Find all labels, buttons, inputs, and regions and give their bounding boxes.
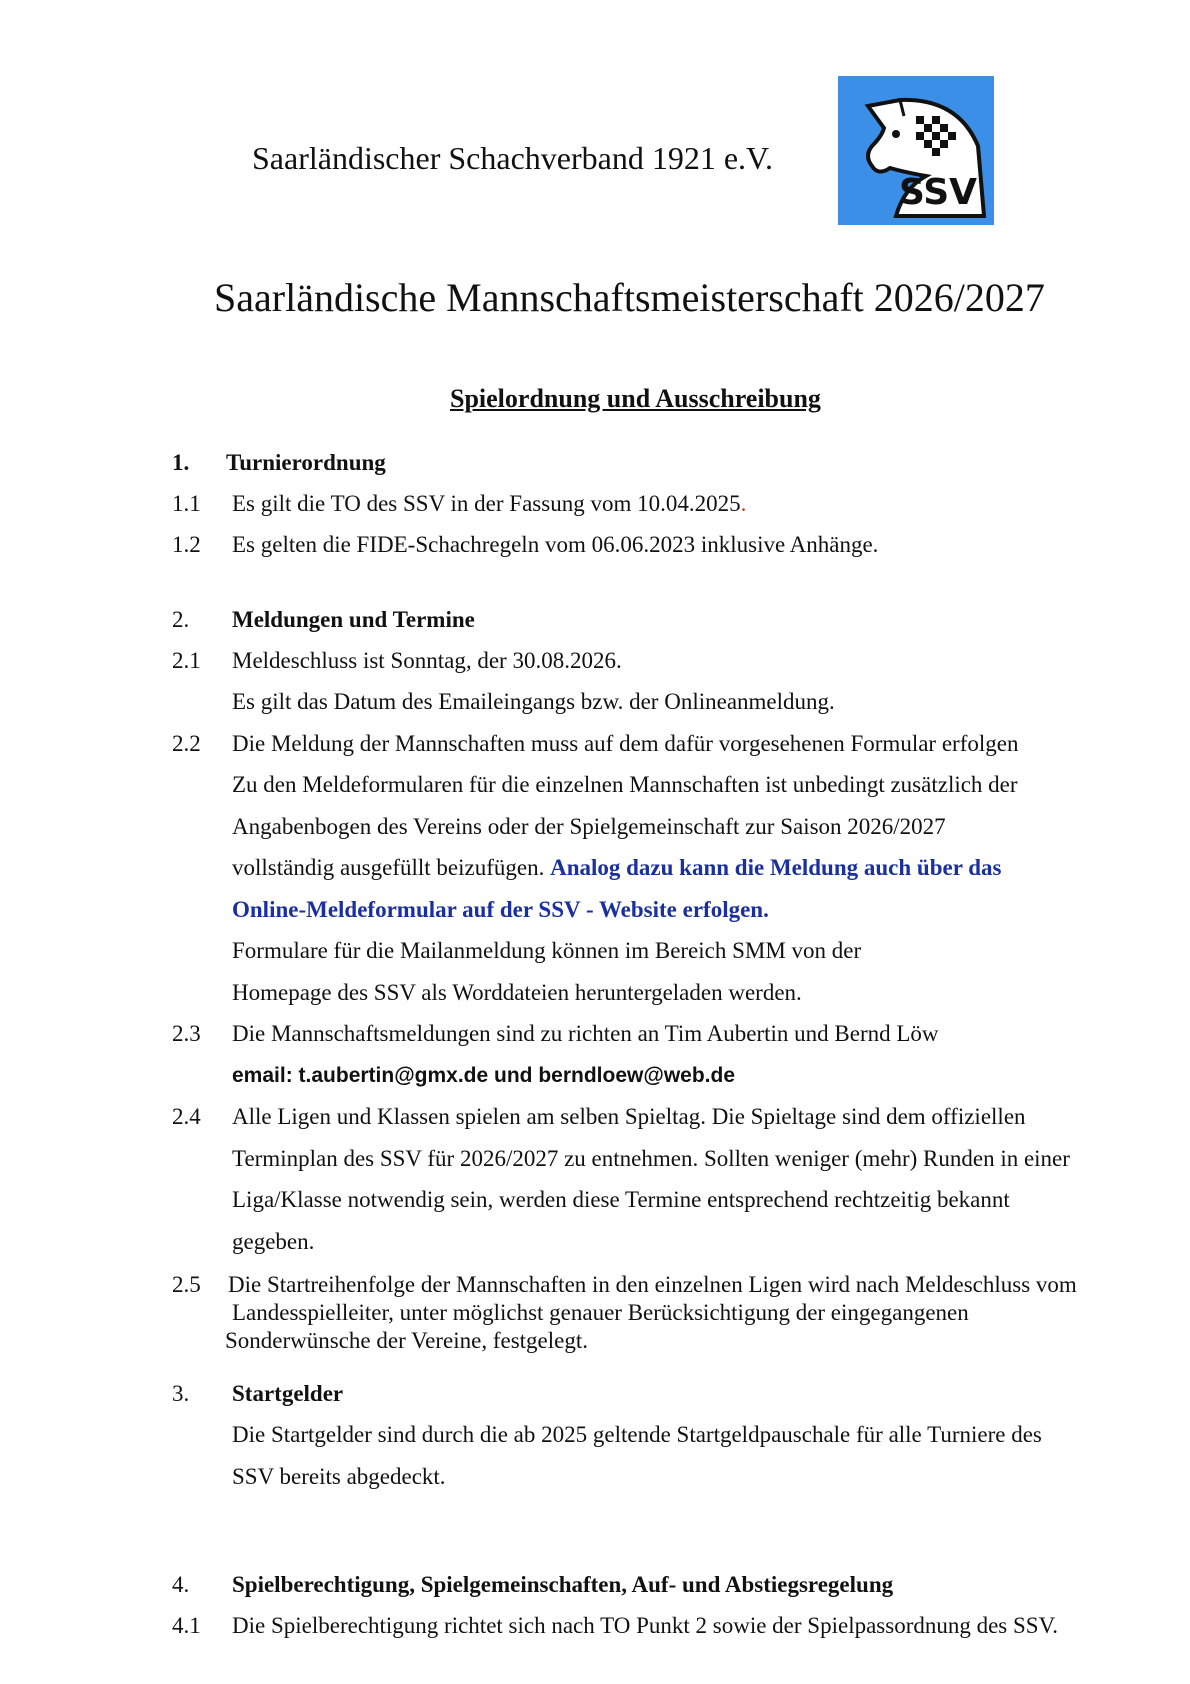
item-text: Die Mannschaftsmeldungen sind zu richten an Tim Aubertin und Bernd Löw [232,1021,939,1046]
item-text: Landesspielleiter, unter möglichst genauer Berücksichtigung der eingegangenen [232,1300,969,1325]
section-number: 4. [172,1572,190,1597]
item-number: 2.4 [172,1104,201,1129]
item-text: Alle Ligen und Klassen spielen am selben Spieltag. Die Spieltage sind dem offiziellen [232,1104,1026,1129]
item-number: 2.3 [172,1021,201,1046]
item-text: Terminplan des SSV für 2026/2027 zu entnehmen. Sollten weniger (mehr) Runden in einer [232,1146,1070,1171]
item-text: Homepage des SSV als Worddateien heruntergeladen werden. [232,980,802,1005]
section-number: 1. [172,450,190,475]
item-text: Meldeschluss ist Sonntag, der 30.08.2026. [232,648,622,673]
item-number: 2.1 [172,648,201,673]
item-text: Sonderwünsche der Vereine, festgelegt. [225,1328,588,1353]
section-number: 2. [172,607,190,632]
organization-name: Saarländischer Schachverband 1921 e.V. [252,140,774,176]
item-text: Angabenbogen des Vereins oder der Spielgemeinschaft zur Saison 2026/2027 [232,814,946,839]
item-text: Liga/Klasse notwendig sein, werden diese Termine entsprechend rechtzeitig bekannt [232,1187,1010,1212]
item-number: 2.2 [172,731,201,756]
contact-email[interactable]: email: t.aubertin@gmx.de und berndloew@web.de [232,1064,736,1087]
item-number: 1.1 [172,491,201,516]
item-text: Formulare für die Mailanmeldung können im Bereich SMM von der [232,938,862,963]
item-text: Die Startgelder sind durch die ab 2025 geltende Startgeldpauschale für alle Turniere des [232,1422,1042,1447]
online-registration-note: Analog dazu kann die Meldung auch über das [550,855,1002,880]
section-heading: Turnierordnung [226,450,386,475]
item-text: Die Spielberechtigung richtet sich nach TO Punkt 2 sowie der Spielpassordnung des SSV. [232,1613,1058,1638]
item-text-main: Es gilt die TO des SSV in der Fassung vom 10.04.2025 [232,491,741,516]
page-title: Saarländische Mannschaftsmeisterschaft 2026/2027 [214,275,1045,320]
item-text-main: vollständig ausgefüllt beizufügen. [232,855,545,880]
section-heading: Spielberechtigung, Spielgemeinschaften, Auf- und Abstiegsregelung [232,1572,894,1597]
item-text: Zu den Meldeformularen für die einzelnen Mannschaften ist unbedingt zusätzlich der [232,772,1018,797]
section-heading: Meldungen und Termine [232,607,475,632]
item-number: 2.5 [172,1272,201,1297]
item-text-period: . [740,491,747,516]
item-number: 1.2 [172,532,201,557]
page-subtitle: Spielordnung und Ausschreibung [450,384,821,413]
section-number: 3. [172,1381,190,1406]
section-heading: Startgelder [232,1381,344,1406]
item-text [232,491,746,517]
item-text: Es gilt das Datum des Emaileingangs bzw. der Onlineanmeldung. [232,689,835,714]
item-text: gegeben. [232,1229,315,1254]
item-text [232,855,1002,881]
item-text: Die Meldung der Mannschaften muss auf dem dafür vorgesehenen Formular erfolgen [232,731,1019,756]
ssv-logo-graphic [838,76,994,225]
online-registration-note: Online-Meldeformular auf der SSV - Website erfolgen. [232,897,769,922]
ssv-logo [838,76,994,225]
item-text: SSV bereits abgedeckt. [232,1464,446,1489]
item-text: Es gelten die FIDE-Schachregeln vom 06.06.2023 inklusive Anhänge. [232,532,879,557]
item-text: Die Startreihenfolge der Mannschaften in den einzelnen Ligen wird nach Meldeschluss vom [228,1272,1077,1297]
logo-text: SSV [898,172,978,213]
item-number: 4.1 [172,1613,201,1638]
